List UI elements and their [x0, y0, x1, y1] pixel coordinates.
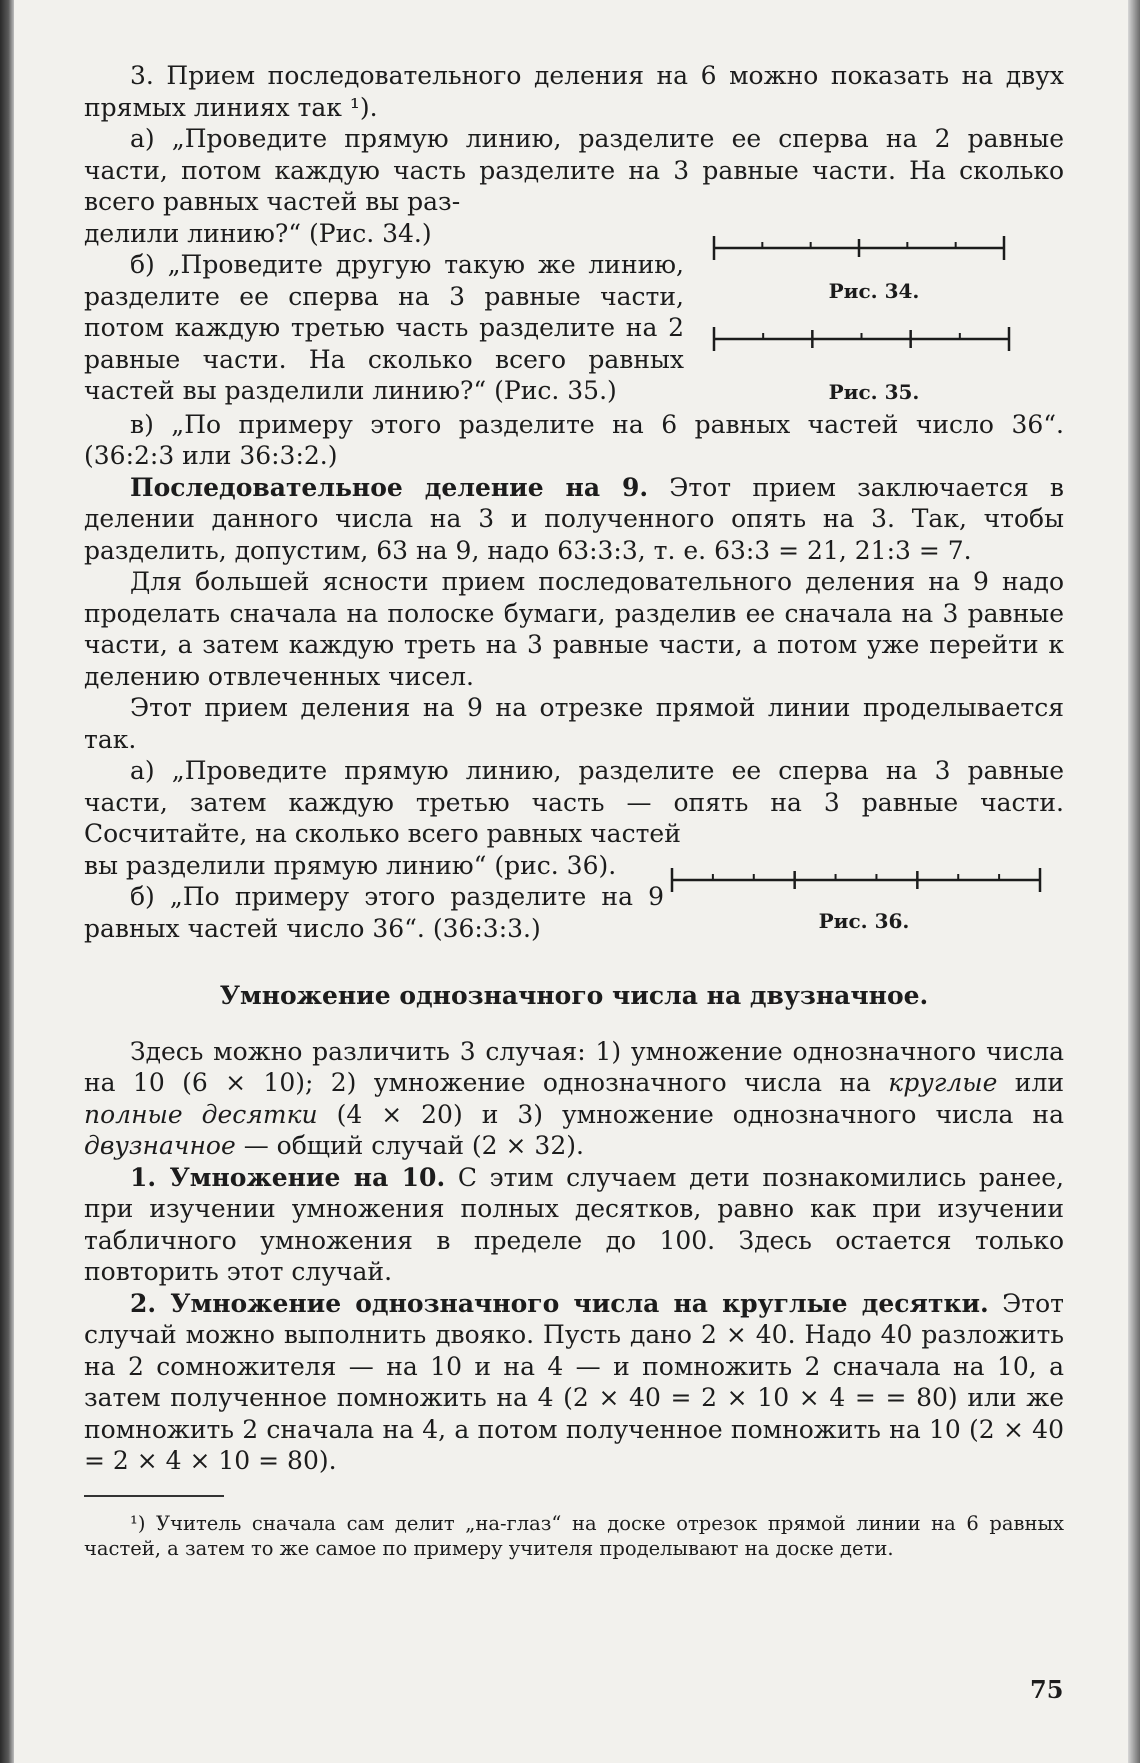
page-edge-shadow — [1128, 0, 1140, 1763]
cases-italic-round: круглые — [888, 1068, 998, 1097]
paragraph-clarity: Для большей ясности прием последовательного деления на 9 надо проделать сначала на полоске бумаги, разделив ее сначала на 3 равные части, а затем каждую треть на 3 равные части, а потом уже перейти к делению отвлеченных чисел. — [84, 567, 1064, 691]
paragraph-3v: в) „По примеру этого разделите на 6 равных частей число 36“. (36:2:3 или 36:3:2.) — [84, 409, 1064, 470]
figure-35-caption: Рис. 35. — [828, 380, 920, 404]
figure-side-text — [84, 218, 684, 407]
footnote-rule — [84, 1495, 224, 1497]
footnote: ¹) Учитель сначала сам делит „на-глаз“ на доске отрезок прямой линии на 6 равных частей, а затем то же самое по примеру учителя проделывают на доске дети. — [84, 1511, 1064, 1560]
paragraph-multiply-10 — [84, 1162, 1064, 1288]
multiply-10-title: 1. Умножение на 10. — [130, 1162, 446, 1192]
paragraph-3a: а) „Проведите прямую линию, разделите ее сперва на 2 равные части, потом каждую часть разделите на 3 равные части. На сколько всего равных частей вы раз- — [84, 124, 1064, 216]
paragraph-9a-tail: вы разделили прямую линию“ (рис. 36). — [84, 850, 617, 880]
paragraph-9b: б) „По примеру этого разделите на 9 равных частей число 36“. (36:3:3.) — [84, 882, 664, 943]
figure-34-caption: Рис. 34. — [828, 278, 920, 303]
figure-34-drawing — [714, 236, 1004, 260]
section-heading: Умножение однозначного числа на двузначное. — [219, 981, 929, 1010]
figure-36-caption: Рис. 36. — [818, 908, 910, 933]
figure-36-drawing — [672, 868, 1040, 892]
figure-35-line — [684, 315, 1024, 361]
paragraph-line-method: Этот прием деления на 9 на отрезке прямой линии проделывается так. — [84, 693, 1064, 754]
cases-text-2: или — [997, 1068, 1064, 1097]
figure-35-drawing — [714, 327, 1009, 351]
division-by-9-body: Этот прием заключается в делении данного числа на 3 и полученного опять на 3. Так, чтобы разделить, допустим, 63 на 9, надо 63:3:3, т. е. 63:3 = 21, 21:3 = 7. — [84, 472, 1064, 565]
paragraph-multiply-round-tens — [84, 1288, 1064, 1477]
paragraph-division-by-9 — [84, 472, 1064, 567]
paragraph-9a: а) „Проведите прямую линию, разделите ее сперва на 3 равные части, затем каждую третью часть — опять на 3 равные части. Сосчитайте, на сколько всего равных частей — [84, 756, 1064, 848]
figure-36-side-text — [84, 850, 664, 945]
cases-text-1: Здесь можно различить 3 случая: 1) умножение однозначного числа на 10 (6 × 10); 2) умножение однозначного числа на — [84, 1036, 1064, 1097]
figure-34-line — [684, 218, 1024, 274]
cases-italic-full-tens: полные десятки — [84, 1099, 318, 1129]
figures-34-35-block — [84, 218, 1064, 409]
cases-italic-two-digit: двузначное — [84, 1131, 236, 1160]
paragraph-cases — [84, 1036, 1064, 1162]
page-body — [84, 60, 1064, 1561]
cases-text-4: — общий случай (2 × 32). — [235, 1131, 584, 1160]
paragraph-3b: б) „Проведите другую такую же линию, разделите ее сперва на 3 равные части, потом каждую третью часть разделите на 2 равные части. На сколько всего равных частей вы разделили линию?“ (Рис. 35.) — [84, 250, 684, 405]
figure-36-line — [664, 858, 1054, 898]
page-number: 75 — [1030, 1675, 1064, 1704]
book-binding-shadow — [0, 0, 14, 1763]
multiply-round-title: 2. Умножение однозначного числа на круглые десятки. — [130, 1288, 989, 1318]
figures-column — [684, 218, 1064, 409]
figure-36-block — [84, 850, 1064, 945]
paragraph-3: 3. Прием последовательного деления на 6 можно показать на двух прямых линиях так ¹). — [84, 61, 1064, 122]
multiply-10-body: С этим случаем дети познакомились ранее, при изучении умножения полных десятков, равно как при изучении табличного умножения в пределе до 100. Здесь остается только повторить этот случай. — [84, 1162, 1065, 1286]
figure-36-column — [664, 850, 1064, 938]
paragraph-3a-tail: делили линию?“ (Рис. 34.) — [84, 218, 432, 248]
division-by-9-title: Последовательное деление на 9. — [130, 472, 649, 502]
cases-text-3: (4 × 20) и 3) умножение однозначного числа на — [317, 1099, 1064, 1129]
multiply-round-body: Этот случай можно выполнить двояко. Пусть дано 2 × 40. Надо 40 разложить на 2 сомножителя — на 10 и на 4 — и помножить 2 сначала на 10, а затем полученное помножить на 4 (2 × 40 = 2 × 10 × 4 = = 80) или же помножить 2 сначала на 4, а потом полученное помножить на 10 (2 × 40 = 2 × 4 × 10 = 80). — [84, 1288, 1064, 1475]
